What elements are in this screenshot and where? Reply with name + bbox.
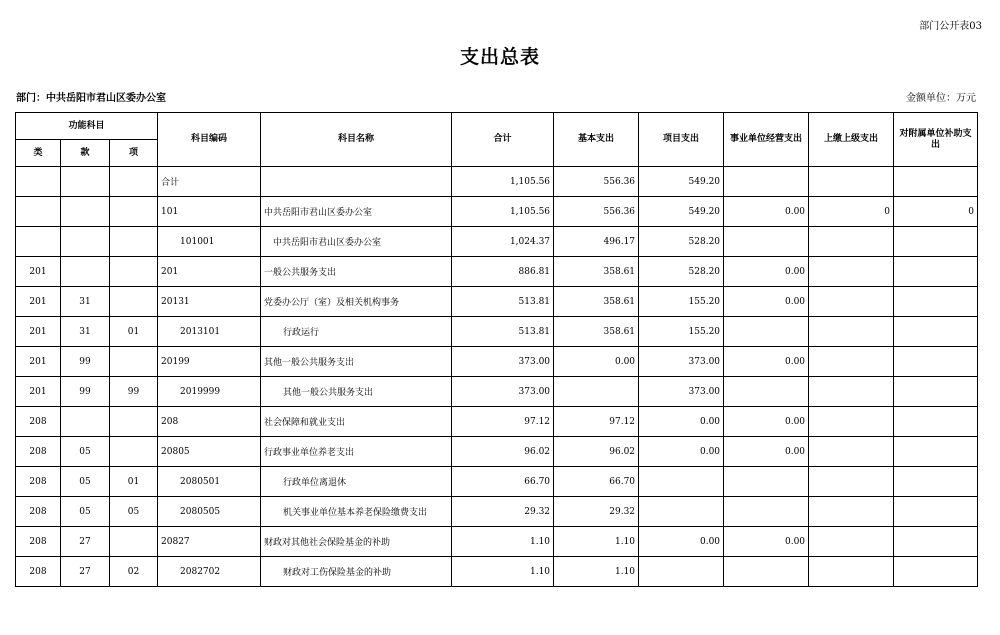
cell-code: 2082702 (158, 557, 261, 587)
header-subsidy: 对附属单位补助支出 (894, 113, 978, 167)
cell-project: 549.20 (639, 167, 724, 197)
cell-business: 0.00 (724, 257, 809, 287)
header-code: 科目编码 (158, 113, 261, 167)
cell-kuan (61, 257, 110, 287)
table-row (16, 167, 978, 197)
cell-xiang: 01 (110, 317, 158, 347)
cell-name: 其他一般公共服务支出 (261, 377, 452, 407)
cell-total: 1.10 (452, 557, 554, 587)
cell-name: 行政单位离退休 (261, 467, 452, 497)
cell-lei: 201 (16, 287, 61, 317)
cell-code: 2080505 (158, 497, 261, 527)
form-number: 部门公开表03 (919, 21, 982, 32)
cell-subsidy (894, 167, 978, 197)
cell-code: 2013101 (158, 317, 261, 347)
cell-kuan: 05 (61, 497, 110, 527)
cell-subsidy (894, 287, 978, 317)
cell-upper: 0 (809, 197, 894, 227)
cell-lei: 208 (16, 527, 61, 557)
cell-total: 97.12 (452, 407, 554, 437)
cell-lei (16, 227, 61, 257)
cell-total: 513.81 (452, 317, 554, 347)
cell-name: 财政对其他社会保险基金的补助 (261, 527, 452, 557)
cell-basic: 556.36 (554, 197, 639, 227)
cell-code: 20131 (158, 287, 261, 317)
cell-lei: 201 (16, 347, 61, 377)
cell-project (639, 557, 724, 587)
table-row (16, 377, 978, 407)
cell-upper (809, 317, 894, 347)
cell-lei: 208 (16, 557, 61, 587)
cell-basic: 358.61 (554, 257, 639, 287)
cell-subsidy: 0 (894, 197, 978, 227)
cell-xiang (110, 437, 158, 467)
table-row (16, 527, 978, 557)
cell-name: 中共岳阳市君山区委办公室 (261, 197, 452, 227)
cell-subsidy (894, 257, 978, 287)
cell-code: 2019999 (158, 377, 261, 407)
header-xiang: 项 (110, 140, 158, 167)
cell-lei: 208 (16, 497, 61, 527)
cell-project: 0.00 (639, 407, 724, 437)
cell-lei: 208 (16, 467, 61, 497)
cell-basic: 1.10 (554, 557, 639, 587)
cell-upper (809, 527, 894, 557)
cell-code: 2080501 (158, 467, 261, 497)
cell-kuan: 31 (61, 287, 110, 317)
table-row (16, 407, 978, 437)
cell-lei: 201 (16, 257, 61, 287)
cell-basic: 0.00 (554, 347, 639, 377)
table-row (16, 227, 978, 257)
cell-code: 合计 (158, 167, 261, 197)
cell-total: 66.70 (452, 467, 554, 497)
cell-upper (809, 227, 894, 257)
table-row (16, 557, 978, 587)
cell-code: 20827 (158, 527, 261, 557)
cell-kuan: 27 (61, 527, 110, 557)
cell-subsidy (894, 377, 978, 407)
cell-xiang (110, 167, 158, 197)
cell-project (639, 467, 724, 497)
cell-business: 0.00 (724, 197, 809, 227)
cell-subsidy (894, 437, 978, 467)
cell-basic: 358.61 (554, 287, 639, 317)
cell-business (724, 377, 809, 407)
cell-business: 0.00 (724, 407, 809, 437)
cell-business: 0.00 (724, 527, 809, 557)
cell-name: 党委办公厅（室）及相关机构事务 (261, 287, 452, 317)
header-project: 项目支出 (639, 113, 724, 167)
cell-lei: 208 (16, 407, 61, 437)
cell-business (724, 557, 809, 587)
cell-total: 96.02 (452, 437, 554, 467)
cell-basic: 29.32 (554, 497, 639, 527)
cell-upper (809, 437, 894, 467)
cell-subsidy (894, 347, 978, 377)
cell-name: 社会保障和就业支出 (261, 407, 452, 437)
cell-business (724, 227, 809, 257)
amount-unit-label: 金额单位：万元 (906, 93, 976, 104)
cell-total: 513.81 (452, 287, 554, 317)
cell-upper (809, 497, 894, 527)
header-upper: 上缴上级支出 (809, 113, 894, 167)
cell-business (724, 317, 809, 347)
cell-xiang: 99 (110, 377, 158, 407)
cell-name: 机关事业单位基本养老保险缴费支出 (261, 497, 452, 527)
cell-xiang (110, 227, 158, 257)
cell-total: 373.00 (452, 377, 554, 407)
table-row (16, 287, 978, 317)
cell-code: 101 (158, 197, 261, 227)
cell-upper (809, 167, 894, 197)
cell-lei: 201 (16, 377, 61, 407)
header-total: 合计 (452, 113, 554, 167)
cell-kuan (61, 197, 110, 227)
cell-basic: 1.10 (554, 527, 639, 557)
cell-upper (809, 347, 894, 377)
cell-business: 0.00 (724, 287, 809, 317)
cell-code: 208 (158, 407, 261, 437)
cell-code: 20199 (158, 347, 261, 377)
header-name: 科目名称 (261, 113, 452, 167)
cell-basic: 358.61 (554, 317, 639, 347)
cell-basic: 96.02 (554, 437, 639, 467)
table-row (16, 347, 978, 377)
cell-total: 373.00 (452, 347, 554, 377)
cell-kuan (61, 167, 110, 197)
cell-business: 0.00 (724, 347, 809, 377)
cell-xiang: 01 (110, 467, 158, 497)
cell-business (724, 467, 809, 497)
cell-name: 其他一般公共服务支出 (261, 347, 452, 377)
cell-basic: 556.36 (554, 167, 639, 197)
header-kuan: 款 (61, 140, 110, 167)
cell-upper (809, 377, 894, 407)
cell-project: 373.00 (639, 377, 724, 407)
cell-basic: 66.70 (554, 467, 639, 497)
table-row (16, 257, 978, 287)
table-row (16, 317, 978, 347)
cell-upper (809, 467, 894, 497)
cell-project: 0.00 (639, 527, 724, 557)
cell-name: 财政对工伤保险基金的补助 (261, 557, 452, 587)
cell-basic (554, 377, 639, 407)
table-row (16, 437, 978, 467)
cell-xiang (110, 287, 158, 317)
cell-kuan: 99 (61, 377, 110, 407)
cell-name: 行政运行 (261, 317, 452, 347)
cell-upper (809, 407, 894, 437)
cell-kuan: 27 (61, 557, 110, 587)
cell-total: 1.10 (452, 527, 554, 557)
table-row (16, 197, 978, 227)
cell-business (724, 167, 809, 197)
cell-lei: 201 (16, 317, 61, 347)
cell-xiang (110, 347, 158, 377)
cell-name: 中共岳阳市君山区委办公室 (261, 227, 452, 257)
cell-xiang (110, 407, 158, 437)
cell-subsidy (894, 557, 978, 587)
cell-xiang (110, 197, 158, 227)
cell-project (639, 497, 724, 527)
header-func-subject: 功能科目 (16, 113, 158, 140)
table-row (16, 467, 978, 497)
cell-subsidy (894, 317, 978, 347)
cell-total: 1,105.56 (452, 167, 554, 197)
cell-upper (809, 557, 894, 587)
cell-total: 1,105.56 (452, 197, 554, 227)
cell-lei: 208 (16, 437, 61, 467)
table-row (16, 497, 978, 527)
cell-kuan (61, 407, 110, 437)
cell-project: 549.20 (639, 197, 724, 227)
page-title: 支出总表 (459, 46, 540, 68)
cell-code: 101001 (158, 227, 261, 257)
cell-xiang (110, 527, 158, 557)
cell-total: 1,024.37 (452, 227, 554, 257)
cell-subsidy (894, 527, 978, 557)
header-lei: 类 (16, 140, 61, 167)
cell-project: 0.00 (639, 437, 724, 467)
cell-project: 155.20 (639, 317, 724, 347)
header-business: 事业单位经营支出 (724, 113, 809, 167)
cell-basic: 97.12 (554, 407, 639, 437)
cell-kuan: 99 (61, 347, 110, 377)
cell-lei (16, 167, 61, 197)
cell-basic: 496.17 (554, 227, 639, 257)
cell-total: 886.81 (452, 257, 554, 287)
cell-kuan: 05 (61, 437, 110, 467)
cell-project: 155.20 (639, 287, 724, 317)
cell-project: 528.20 (639, 257, 724, 287)
cell-project: 528.20 (639, 227, 724, 257)
cell-upper (809, 257, 894, 287)
cell-xiang (110, 257, 158, 287)
cell-business: 0.00 (724, 437, 809, 467)
expenditure-table (15, 112, 978, 587)
cell-name (261, 167, 452, 197)
cell-kuan: 05 (61, 467, 110, 497)
cell-subsidy (894, 497, 978, 527)
cell-name: 行政事业单位养老支出 (261, 437, 452, 467)
cell-name: 一般公共服务支出 (261, 257, 452, 287)
cell-project: 373.00 (639, 347, 724, 377)
department-label: 部门：中共岳阳市君山区委办公室 (16, 93, 166, 104)
cell-total: 29.32 (452, 497, 554, 527)
cell-business (724, 497, 809, 527)
cell-code: 20805 (158, 437, 261, 467)
cell-xiang: 05 (110, 497, 158, 527)
cell-subsidy (894, 227, 978, 257)
cell-code: 201 (158, 257, 261, 287)
cell-kuan: 31 (61, 317, 110, 347)
cell-xiang: 02 (110, 557, 158, 587)
cell-subsidy (894, 467, 978, 497)
header-basic: 基本支出 (554, 113, 639, 167)
cell-subsidy (894, 407, 978, 437)
cell-upper (809, 287, 894, 317)
cell-kuan (61, 227, 110, 257)
cell-lei (16, 197, 61, 227)
